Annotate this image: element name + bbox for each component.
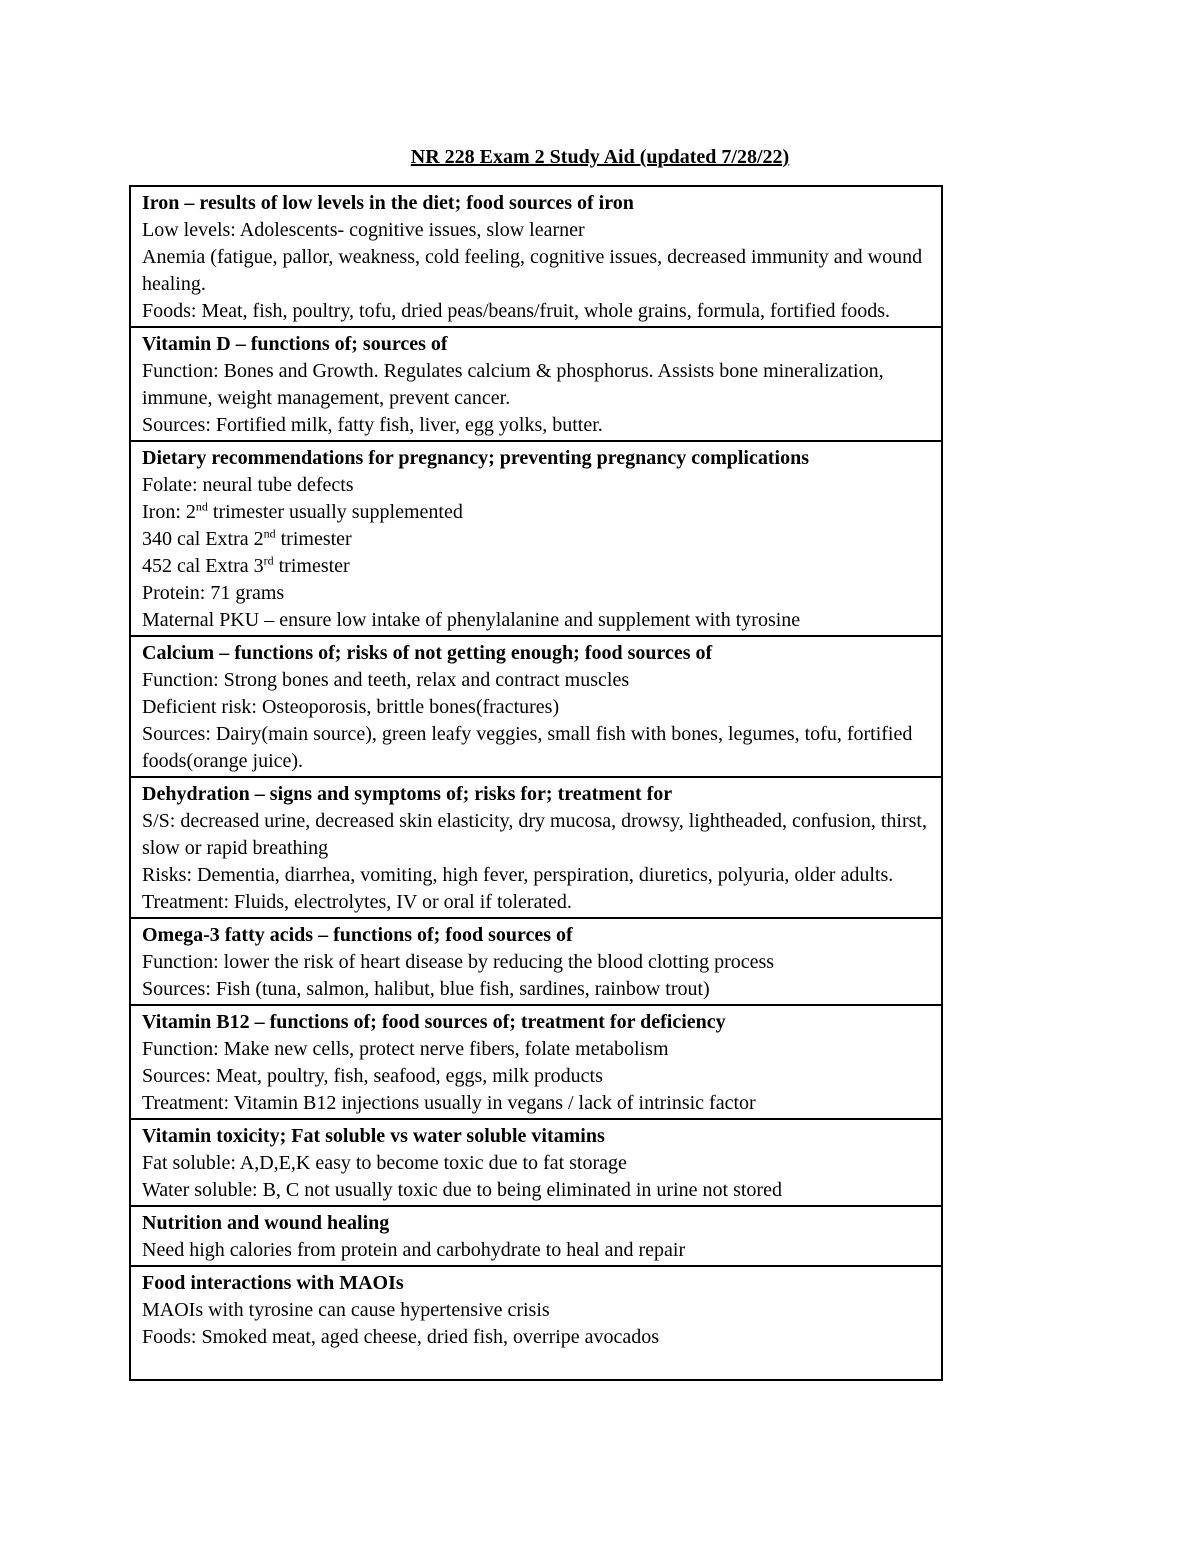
section-line: Sources: Meat, poultry, fish, seafood, eggs, milk products bbox=[142, 1065, 603, 1087]
section-line: Function: Make new cells, protect nerve fibers, folate metabolism bbox=[142, 1038, 669, 1060]
section-vitamin-d bbox=[131, 326, 941, 440]
section-heading: Vitamin D – functions of; sources of bbox=[142, 333, 448, 355]
section-heading: Vitamin toxicity; Fat soluble vs water soluble vitamins bbox=[142, 1125, 605, 1147]
ordinal-suffix: rd bbox=[263, 553, 274, 568]
section-line-cal-3rd bbox=[142, 553, 931, 580]
ordinal-suffix: nd bbox=[195, 499, 208, 514]
section-line: Sources: Fish (tuna, salmon, halibut, blue fish, sardines, rainbow trout) bbox=[142, 978, 710, 1000]
section-pregnancy bbox=[131, 440, 941, 635]
section-line: Sources: Fortified milk, fatty fish, liver, egg yolks, butter. bbox=[142, 414, 603, 436]
section-heading: Nutrition and wound healing bbox=[142, 1212, 390, 1234]
section-line: Foods: Smoked meat, aged cheese, dried fish, overripe avocados bbox=[142, 1326, 660, 1348]
section-iron bbox=[131, 187, 941, 326]
section-line: Risks: Dementia, diarrhea, vomiting, high fever, perspiration, diuretics, polyuria, older adults. bbox=[142, 864, 894, 886]
section-line: Function: lower the risk of heart disease by reducing the blood clotting process bbox=[142, 951, 775, 973]
section-line: Folate: neural tube defects bbox=[142, 474, 354, 496]
section-calcium bbox=[131, 635, 941, 776]
section-line: Function: Bones and Growth. Regulates calcium & phosphorus. Assists bone mineralization, immune, weight management, prevent cancer. bbox=[142, 360, 884, 409]
study-table bbox=[129, 185, 943, 1381]
section-heading: Calcium – functions of; risks of not getting enough; food sources of bbox=[142, 642, 713, 664]
section-line: Function: Strong bones and teeth, relax and contract muscles bbox=[142, 669, 630, 691]
section-heading: Iron – results of low levels in the diet; food sources of iron bbox=[142, 192, 634, 214]
section-line: Fat soluble: A,D,E,K easy to become toxic due to fat storage bbox=[142, 1152, 627, 1174]
text-part: 340 cal Extra 2 bbox=[142, 528, 264, 550]
text-part: trimester bbox=[275, 528, 352, 550]
section-line: Water soluble: B, C not usually toxic due to being eliminated in urine not stored bbox=[142, 1179, 782, 1201]
ordinal-suffix: nd bbox=[263, 526, 276, 541]
section-heading: Food interactions with MAOIs bbox=[142, 1272, 404, 1294]
section-line: Need high calories from protein and carbohydrate to heal and repair bbox=[142, 1239, 686, 1261]
section-line-cal-2nd bbox=[142, 526, 931, 553]
section-vitamin-b12 bbox=[131, 1004, 941, 1118]
text-part: 452 cal Extra 3 bbox=[142, 555, 264, 577]
section-heading: Dehydration – signs and symptoms of; risks for; treatment for bbox=[142, 783, 673, 805]
section-heading: Vitamin B12 – functions of; food sources of; treatment for deficiency bbox=[142, 1011, 726, 1033]
section-line-iron bbox=[142, 499, 931, 526]
section-line: Treatment: Fluids, electrolytes, IV or oral if tolerated. bbox=[142, 891, 572, 913]
section-line: Protein: 71 grams bbox=[142, 582, 285, 604]
text-part: trimester usually supplemented bbox=[207, 501, 463, 523]
section-maois bbox=[131, 1265, 941, 1379]
section-line: Sources: Dairy(main source), green leafy veggies, small fish with bones, legumes, tofu, fortified foods(orange juice). bbox=[142, 723, 913, 772]
section-line: Foods: Meat, fish, poultry, tofu, dried peas/beans/fruit, whole grains, formula, fortified foods. bbox=[142, 300, 890, 322]
section-line: Treatment: Vitamin B12 injections usually in vegans / lack of intrinsic factor bbox=[142, 1092, 756, 1114]
section-line: MAOIs with tyrosine can cause hypertensive crisis bbox=[142, 1299, 550, 1321]
section-heading: Dietary recommendations for pregnancy; preventing pregnancy complications bbox=[142, 447, 809, 469]
section-heading: Omega-3 fatty acids – functions of; food sources of bbox=[142, 924, 573, 946]
section-wound-healing bbox=[131, 1205, 941, 1265]
section-omega-3 bbox=[131, 917, 941, 1004]
section-dehydration bbox=[131, 776, 941, 917]
text-part: trimester bbox=[273, 555, 350, 577]
page-title: NR 228 Exam 2 Study Aid (updated 7/28/22) bbox=[410, 146, 790, 168]
section-line: S/S: decreased urine, decreased skin elasticity, dry mucosa, drowsy, lightheaded, confusion, thirst, slow or rapid breathing bbox=[142, 810, 927, 859]
section-line: Deficient risk: Osteoporosis, brittle bones(fractures) bbox=[142, 696, 560, 718]
text-part: Iron: 2 bbox=[142, 501, 196, 523]
section-line: Maternal PKU – ensure low intake of phenylalanine and supplement with tyrosine bbox=[142, 609, 801, 631]
section-vitamin-toxicity bbox=[131, 1118, 941, 1205]
section-line: Anemia (fatigue, pallor, weakness, cold feeling, cognitive issues, decreased immunity and wound healing. bbox=[142, 246, 923, 295]
section-line: Low levels: Adolescents- cognitive issues, slow learner bbox=[142, 219, 585, 241]
